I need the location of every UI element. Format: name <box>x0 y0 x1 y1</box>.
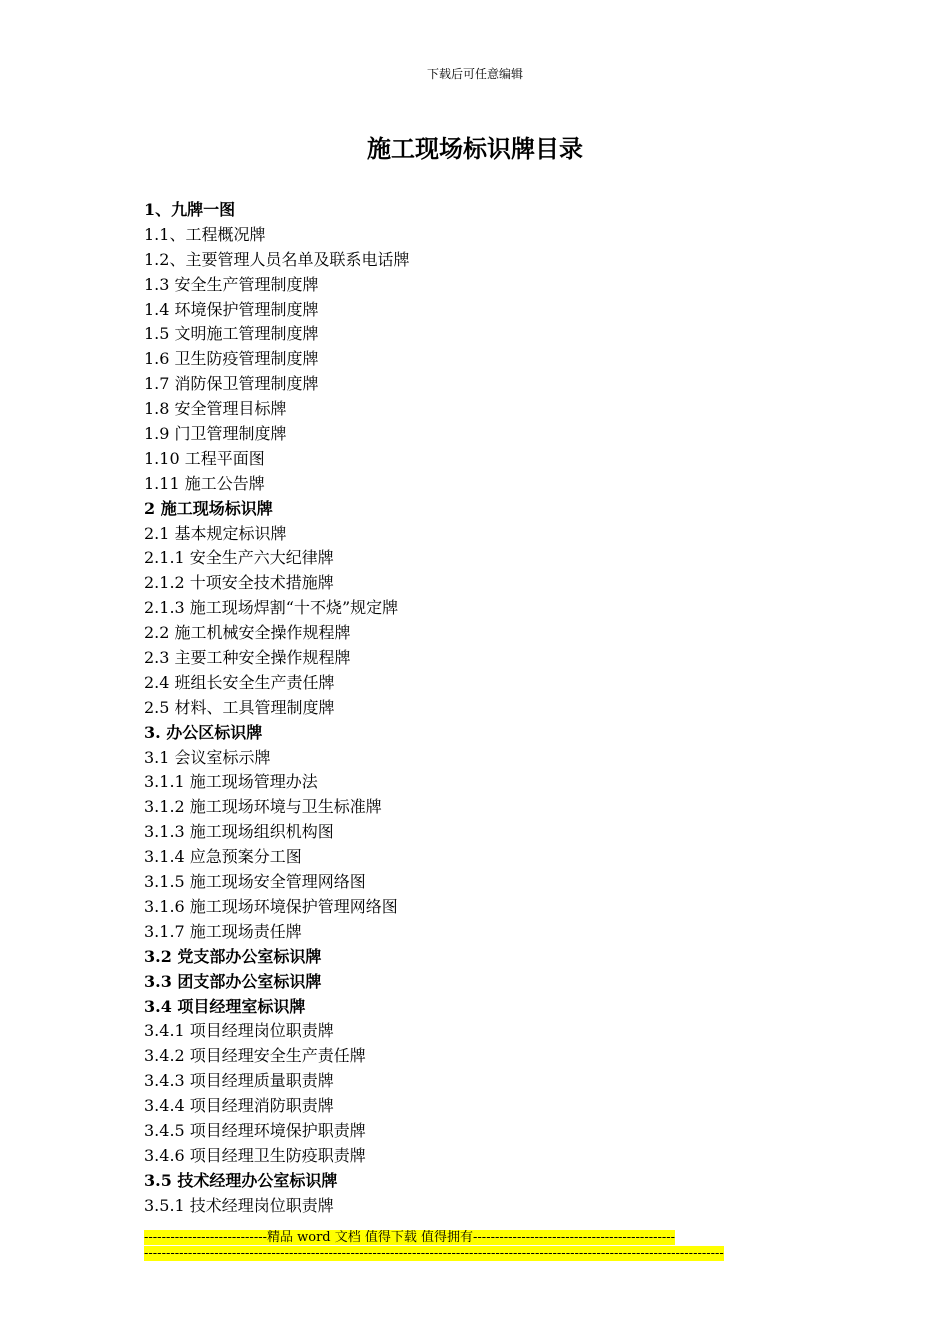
footer-banner <box>144 1230 742 1262</box>
toc-entry: 3.4.3 项目经理质量职责牌 <box>144 1071 334 1091</box>
toc-entry: 2.1.2 十项安全技术措施牌 <box>144 573 334 593</box>
toc-section-heading: 3. 办公区标识牌 <box>144 722 263 742</box>
toc-entry: 1.10 工程平面图 <box>144 448 265 468</box>
toc-entry: 3.1.5 施工现场安全管理网络图 <box>144 872 366 892</box>
toc-section-heading: 3.5 技术经理办公室标识牌 <box>144 1170 338 1190</box>
toc-section-heading: 3.2 党支部办公室标识牌 <box>144 946 322 966</box>
toc-section-heading: 3.3 团支部办公室标识牌 <box>144 971 322 991</box>
toc-entry: 1.1、工程概况牌 <box>144 224 266 244</box>
toc-entry: 2.5 材料、工具管理制度牌 <box>144 697 335 717</box>
toc-entry: 3.1.1 施工现场管理办法 <box>144 772 318 792</box>
page-header-note: 下载后可任意编辑 <box>426 67 523 81</box>
toc-entry: 2.1.1 安全生产六大纪律牌 <box>144 548 334 568</box>
toc-entry: 1.2、主要管理人员名单及联系电话牌 <box>144 249 410 269</box>
toc-entry: 3.4.5 项目经理环境保护职责牌 <box>144 1120 366 1140</box>
toc-entry: 1.6 卫生防疫管理制度牌 <box>144 349 319 369</box>
toc-entry: 1.4 环境保护管理制度牌 <box>144 299 319 319</box>
toc-entry: 3.4.4 项目经理消防职责牌 <box>144 1096 334 1116</box>
toc-entry: 3.1 会议室标示牌 <box>144 747 271 767</box>
toc-entry: 1.11 施工公告牌 <box>144 473 265 493</box>
toc-entry: 3.4.6 项目经理卫生防疫职责牌 <box>144 1145 366 1165</box>
footer-line-1: ----------------------------精品 word 文档 值得下载 值得拥有---------------------------------------------- <box>144 1230 676 1245</box>
toc-entry: 3.1.6 施工现场环境保护管理网络图 <box>144 896 398 916</box>
toc-section-heading: 3.4 项目经理室标识牌 <box>144 996 306 1016</box>
toc-entry: 3.1.4 应急预案分工图 <box>144 847 302 867</box>
footer-line-2: ------------------------------------------------------------------------------------------------------------------------------------ <box>144 1246 724 1261</box>
toc-entry: 3.4.2 项目经理安全生产责任牌 <box>144 1046 366 1066</box>
toc-entry: 1.5 文明施工管理制度牌 <box>144 324 319 344</box>
toc-entry: 1.3 安全生产管理制度牌 <box>144 274 319 294</box>
toc-entry: 2.4 班组长安全生产责任牌 <box>144 672 335 692</box>
toc-entry: 3.4.1 项目经理岗位职责牌 <box>144 1021 334 1041</box>
toc-entry: 1.8 安全管理目标牌 <box>144 399 287 419</box>
document-title: 施工现场标识牌目录 <box>367 134 583 163</box>
toc-entry: 3.1.2 施工现场环境与卫生标准牌 <box>144 797 382 817</box>
toc-entry: 1.9 门卫管理制度牌 <box>144 424 287 444</box>
toc-entry: 3.1.3 施工现场组织机构图 <box>144 822 334 842</box>
toc-entry: 2.2 施工机械安全操作规程牌 <box>144 623 351 643</box>
toc-entry: 1.7 消防保卫管理制度牌 <box>144 374 319 394</box>
toc-section-heading: 2 施工现场标识牌 <box>144 498 273 518</box>
toc-entry: 2.1 基本规定标识牌 <box>144 523 287 543</box>
toc-entry: 3.5.1 技术经理岗位职责牌 <box>144 1195 334 1215</box>
table-of-contents <box>144 198 784 1219</box>
toc-entry: 2.3 主要工种安全操作规程牌 <box>144 648 351 668</box>
toc-entry: 3.1.7 施工现场责任牌 <box>144 921 302 941</box>
toc-section-heading: 1、九牌一图 <box>144 200 236 219</box>
toc-entry: 2.1.3 施工现场焊割“十不烧”规定牌 <box>144 598 399 618</box>
